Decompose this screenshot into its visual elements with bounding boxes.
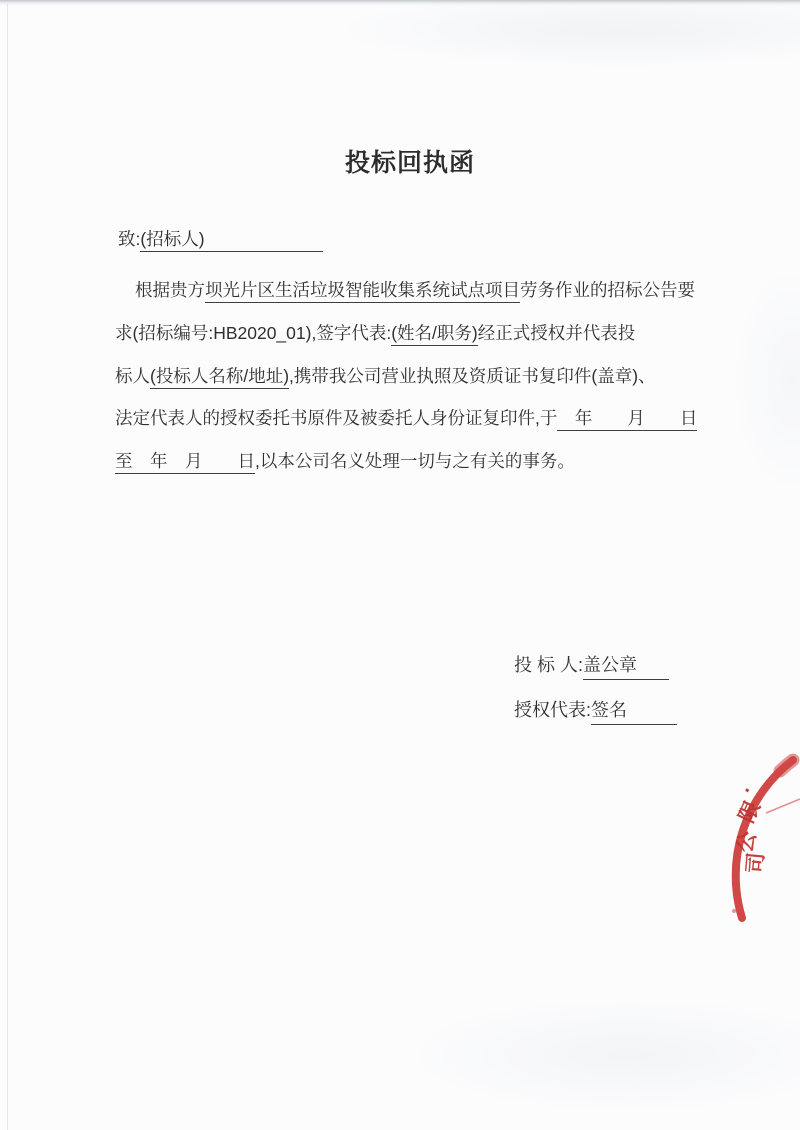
agent-label: 授权代表: [514, 700, 592, 720]
date-to-blank: 至 年 月 日 [115, 451, 255, 474]
bidder-blank-tail [637, 670, 663, 671]
body-line-5-post: ,以本公司名义处理一切与之有关的事务。 [255, 451, 575, 472]
project-name-blank: 坝光片区生活垃圾智能收集系统试点项目 [205, 280, 520, 303]
seal-scratch-line [766, 799, 800, 813]
agent-sign-hint: 签名 [591, 700, 628, 720]
seal-arc-smudge [780, 760, 793, 771]
body-line-2-post: 经正式授权并代表投 [477, 322, 636, 343]
body-line-4-pre: 法定代表人的授权委托书原件及被委托人身份证复印件,于 [115, 408, 558, 429]
bidder-seal-blank [583, 651, 669, 680]
salutation-label: 致: [118, 229, 141, 249]
body-paragraph [115, 269, 715, 483]
body-line-3 [115, 355, 715, 398]
body-line-4 [115, 397, 715, 440]
seal-char-3: 司 [743, 851, 769, 875]
company-seal-stamp [700, 730, 800, 960]
bidder-seal-hint: 盖公章 [583, 655, 638, 675]
bidder-signature-row [514, 651, 677, 679]
body-line-1-pre: 根据贵方 [135, 280, 205, 300]
body-line-2 [115, 312, 715, 355]
signature-block [514, 651, 677, 741]
body-line-1 [115, 269, 715, 312]
bidder-label: 投 标 人: [514, 655, 584, 675]
agent-sign-blank [591, 696, 677, 725]
agent-signature-row [514, 696, 677, 724]
bidder-name-blank: (投标人名称/地址) [150, 366, 289, 389]
document-title: 投标回执函 [344, 149, 475, 177]
signer-name-blank: (姓名/职务) [391, 323, 478, 346]
seal-char-2: 公 [733, 829, 761, 855]
scan-edge-artifact-left [7, 4, 8, 1130]
body-line-3-post: ,携带我公司营业执照及资质证书复印件(盖章)、 [289, 365, 656, 386]
salutation-blank-tail [205, 244, 323, 245]
seal-char-dot: · [736, 780, 760, 800]
salutation-blank [140, 229, 322, 252]
body-line-5 [115, 440, 715, 483]
salutation-line [118, 226, 323, 251]
seal-char-1: 限 [735, 797, 765, 827]
salutation-value: (招标人) [140, 229, 205, 249]
scan-edge-artifact-top [0, 0, 800, 6]
body-line-1-post: 劳务作业的招标公告要 [520, 280, 695, 300]
body-line-3-pre: 标人 [115, 365, 150, 386]
seal-ink-speck [732, 909, 736, 913]
agent-blank-tail [627, 715, 671, 716]
body-line-2-pre: 求(招标编号:HB2020_01),签字代表: [115, 322, 392, 343]
date-from-blank: 年 月 日 [557, 408, 697, 431]
